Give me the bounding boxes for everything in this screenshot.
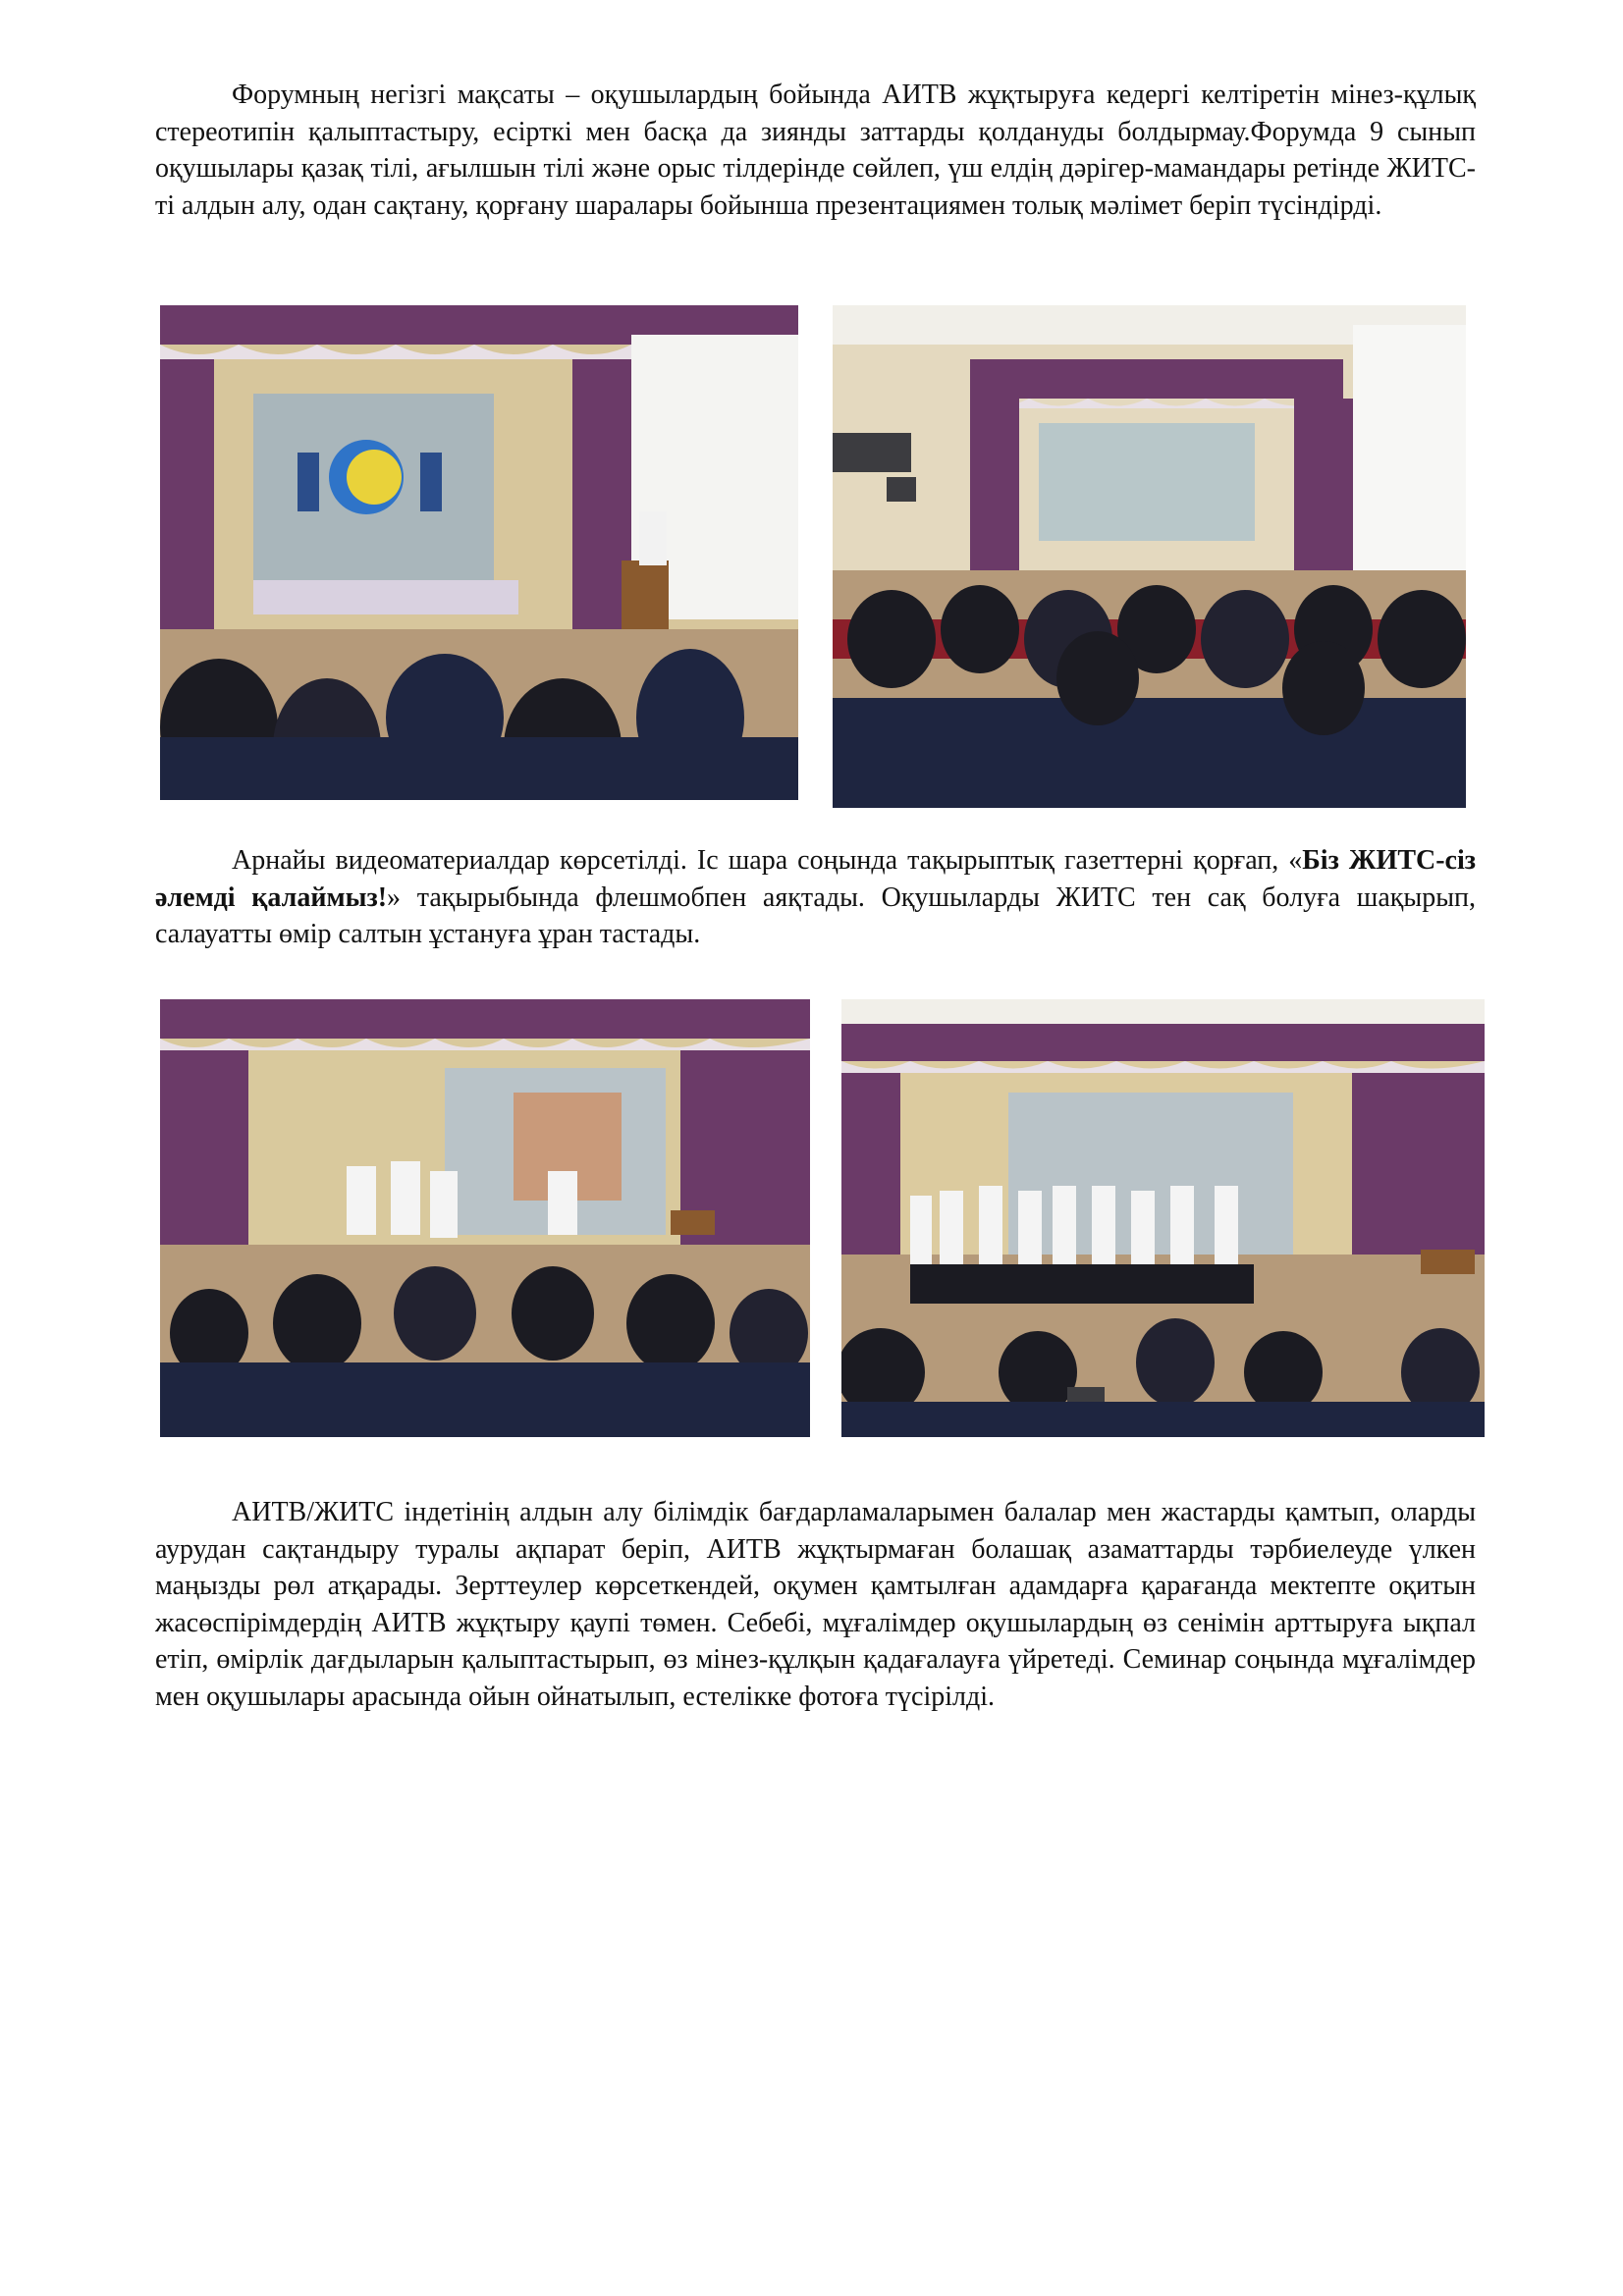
paragraph-text: Арнайы видеоматериалдар көрсетілді. Іс шара соңында тақырыптық газеттерні қорғап, « xyxy=(232,845,1303,876)
paragraph-videos-flashmob xyxy=(155,842,1476,953)
photo-flashmob-dancing xyxy=(160,999,810,1437)
paragraph-forum-goal: Форумның негізгі мақсаты – оқушылардың бойында АИТВ жұқтыруға кедергі келтіретін мінез-құлық стереотипін қалыптастыру, есірткі мен басқа да зиянды заттарды қолдануды болдырмау.Форумда 9 сынып оқушылары қазақ тілі, ағылшын тілі және орыс тілдерінде сөйлеп, үш елдің дәрігер-мамандары ретінде ЖИТС-ті алдын алу, одан сақтану, қорғану шаралары бойынша презентациямен толық мәлімет беріп түсіндірді. xyxy=(155,80,1476,221)
photo-flashmob-lineup xyxy=(841,999,1485,1437)
flashmob-slogan: Біз ЖИТС-сіз әлемді қалаймыз! xyxy=(155,845,1477,913)
photo-presentation-stage-left xyxy=(160,305,798,800)
paragraph-text: » тақырыбында флешмобпен аяқтады. Оқушыларды ЖИТС тен сақ болуға шақырып, салауатты өмір салтын ұстануға ұран тастады. xyxy=(155,881,1476,950)
paragraph-education-programs: АИТВ/ЖИТС індетінің алдын алу білімдік бағдарламаларымен балалар мен жастарды қамтып, оларды аурудан сақтандыру туралы ақпарат беріп, АИТВ жұқтырмаған болашақ азаматтарды тәрбиелеуде үлкен маңызды рөл атқарады. Зерттеулер көрсеткендей, оқумен қамтылған адамдарға қарағанда мектепте оқитын жасөспірімдердің АИТВ жұқтыру қаупі төмен. Себебі, мұғалімдер оқушылардың өз сенімін арттыруға ықпал етіп, өмірлік дағдыларын қалыптастырып, өз мінез-құлқын қадағалауға үйретеді. Семинар соңында мұғалімдер мен оқушылары арасында ойын ойнатылып, естелікке фотоға түсірілді. xyxy=(155,1497,1476,1712)
photo-presentation-audience-right xyxy=(833,305,1466,808)
